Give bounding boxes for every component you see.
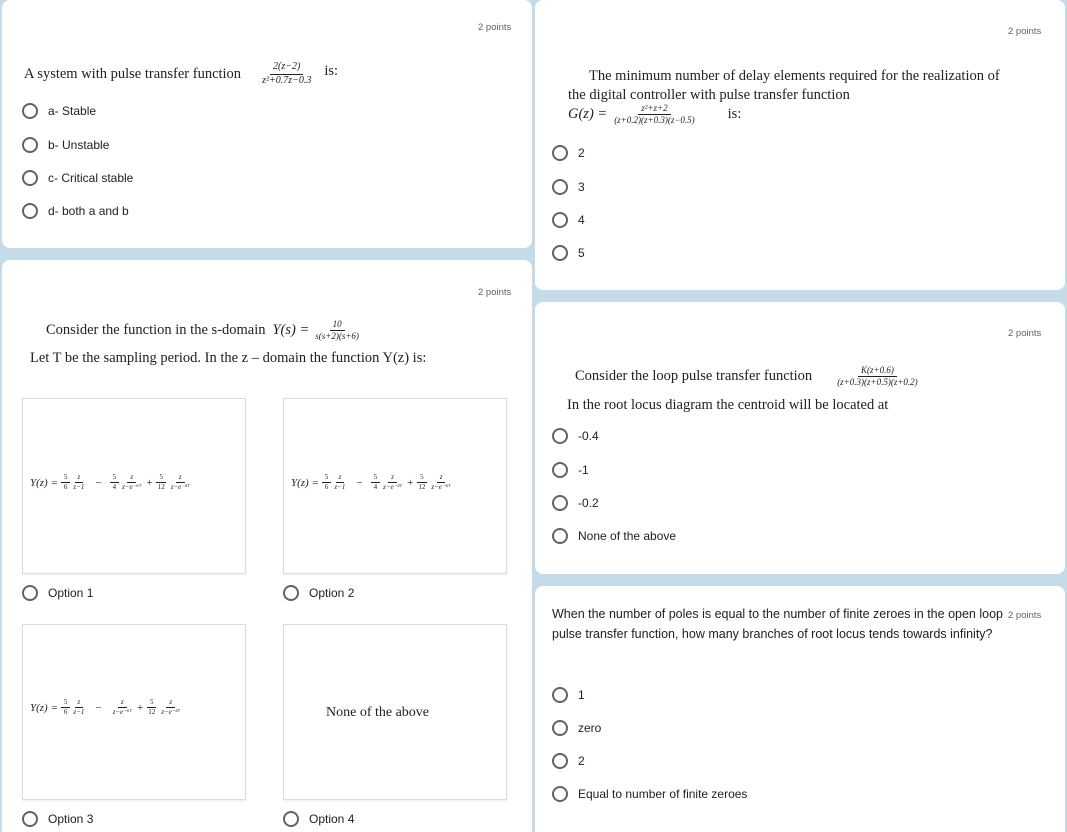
option-zero[interactable] — [552, 720, 601, 736]
option-2[interactable] — [283, 585, 354, 601]
option-label: 5 — [578, 246, 585, 260]
question-line-2: the digital controller with pulse transfer function — [568, 87, 850, 103]
question-line-2: Let T be the sampling period. In the z – domain the function Y(z) is: — [30, 350, 427, 366]
none-of-the-above-image-text: None of the above — [326, 705, 430, 720]
option-label: 2 — [578, 754, 585, 768]
radio-button[interactable] — [22, 203, 38, 219]
fraction-denominator: z²+0.7z−0.3 — [262, 74, 312, 86]
coef-1 — [322, 474, 332, 492]
radio-button[interactable] — [552, 528, 568, 544]
option-5[interactable] — [552, 245, 585, 261]
question-suffix: is: — [727, 106, 742, 123]
coef-num: 5 — [417, 474, 427, 483]
coef-den: 6 — [63, 483, 68, 492]
option-label: 3 — [578, 180, 585, 194]
radio-button[interactable] — [552, 786, 568, 802]
coef-den: 4 — [373, 483, 378, 492]
question-card-3 — [2, 260, 532, 832]
fraction-denominator: (z+0.3)(z+0.5)(z+0.2) — [837, 377, 918, 388]
term-1 — [70, 699, 87, 717]
option-image-2[interactable] — [283, 398, 507, 574]
term-num: z — [118, 699, 127, 708]
question-prefix: Consider the function in the s-domain — [46, 322, 266, 339]
question-line-1 — [575, 366, 921, 388]
option-4[interactable] — [283, 811, 354, 827]
term-3 — [428, 474, 453, 492]
equation-lhs: Y(z) = — [30, 476, 58, 489]
operator: − — [95, 476, 102, 489]
option-label: 1 — [578, 688, 585, 702]
option-label: Equal to number of finite zeroes — [578, 787, 748, 801]
term-den: z−e⁻⁶ᵀ — [122, 483, 142, 492]
term-den: z−1 — [73, 483, 85, 492]
coef-num: 5 — [110, 474, 120, 483]
radio-button[interactable] — [22, 170, 38, 186]
coef-den: 6 — [63, 708, 68, 717]
option-label: Option 3 — [48, 812, 94, 826]
fraction-numerator: 2(z−2) — [270, 62, 303, 75]
option-image-3[interactable] — [22, 624, 246, 800]
points-label: 2 points — [1008, 610, 1042, 621]
radio-button[interactable] — [22, 585, 38, 601]
option-label: 2 — [578, 146, 585, 160]
term-den: z−e⁻⁶ᵀ — [431, 483, 451, 492]
question-equation — [568, 104, 741, 126]
term-den: z−e⁻²ᵀ — [170, 483, 190, 492]
option-label: Option 1 — [48, 586, 94, 600]
option-neg-0-4[interactable] — [552, 428, 599, 444]
option-image-1[interactable] — [22, 398, 246, 574]
coef-den: 6 — [324, 483, 329, 492]
radio-button[interactable] — [22, 103, 38, 119]
option-label: 4 — [578, 213, 585, 227]
question-card-2 — [535, 0, 1065, 290]
option-neg-0-2[interactable] — [552, 495, 599, 511]
points-label: 2 points — [478, 287, 512, 298]
option-1[interactable] — [22, 585, 93, 601]
transfer-function-fraction — [611, 104, 697, 126]
equation-option-3 — [30, 699, 183, 717]
coef-num: 5 — [322, 474, 332, 483]
option-label: -1 — [578, 463, 589, 477]
question-line-2: In the root locus diagram the centroid will be located at — [567, 397, 889, 413]
question-card-5 — [535, 586, 1065, 832]
fraction-denominator: s(s+2)(s+6) — [315, 331, 359, 342]
question-line-1: The minimum number of delay elements required for the realization of — [589, 68, 1000, 84]
term-num: z — [176, 474, 185, 483]
operator: + — [136, 701, 144, 714]
radio-button[interactable] — [552, 212, 568, 228]
radio-button[interactable] — [552, 245, 568, 261]
question-text — [24, 62, 338, 86]
fraction-numerator: 10 — [330, 320, 345, 331]
option-3[interactable] — [552, 179, 585, 195]
points-label: 2 points — [478, 22, 512, 33]
equation-lhs: Y(z) = — [291, 476, 319, 489]
term-den: z−e⁻⁶ᵀ — [112, 708, 132, 717]
equation-lhs: Y(z) = — [30, 701, 58, 714]
option-neg-1[interactable] — [552, 462, 589, 478]
radio-button[interactable] — [552, 720, 568, 736]
term-1 — [70, 474, 87, 492]
question-text: When the number of poles is equal to the number of finite zeroes in the open loop pulse transfer function, how many branches of root locus tends towards infinity? — [552, 607, 1003, 641]
radio-button[interactable] — [552, 687, 568, 703]
option-label: a- Stable — [48, 104, 97, 118]
term-den: z−e⁻²ᵀ — [161, 708, 181, 717]
term-num: z — [166, 699, 175, 708]
question-prefix: A system with pulse transfer function — [24, 65, 242, 82]
radio-button[interactable] — [283, 585, 299, 601]
loop-transfer-function-fraction — [834, 366, 920, 388]
option-1[interactable] — [552, 687, 585, 703]
coef-1 — [61, 474, 71, 492]
coef-num: 5 — [61, 474, 71, 483]
radio-button[interactable] — [22, 811, 38, 827]
radio-button[interactable] — [552, 428, 568, 444]
term-1 — [331, 474, 348, 492]
equation-option-1 — [30, 474, 193, 492]
coef-3 — [155, 474, 168, 492]
fraction-numerator: z²+z+2 — [638, 104, 670, 115]
transfer-function-fraction — [259, 62, 314, 86]
coef-num: 5 — [371, 474, 381, 483]
term-num: z — [127, 474, 136, 483]
question-suffix: is: — [324, 62, 339, 79]
option-none[interactable] — [552, 528, 676, 544]
operator: − — [356, 476, 363, 489]
term-num: z — [388, 474, 397, 483]
operator: + — [407, 476, 414, 489]
coef-den: 12 — [157, 483, 165, 492]
term-2 — [119, 474, 144, 492]
equation-option-2 — [291, 474, 454, 492]
term-num: z — [75, 699, 84, 708]
option-c[interactable] — [22, 170, 133, 186]
radio-button[interactable] — [22, 137, 38, 153]
term-2 — [110, 699, 135, 717]
option-label: -0.4 — [578, 429, 599, 443]
radio-button[interactable] — [552, 145, 568, 161]
question-line-1 — [46, 320, 362, 342]
coef-den: 12 — [418, 483, 426, 492]
option-b[interactable] — [22, 137, 109, 153]
fraction-numerator: K(z+0.6) — [858, 366, 897, 377]
coef-2 — [371, 474, 381, 492]
option-label: b- Unstable — [48, 138, 110, 152]
coef-1 — [61, 699, 71, 717]
term-2 — [380, 474, 405, 492]
question-prefix: Consider the loop pulse transfer function — [575, 368, 813, 385]
option-label: None of the above — [578, 529, 677, 543]
coef-den: 12 — [148, 708, 156, 717]
option-2[interactable] — [552, 145, 585, 161]
coef-3 — [145, 699, 158, 717]
option-label: -0.2 — [578, 496, 599, 510]
term-3 — [158, 699, 183, 717]
term-den: z−1 — [73, 708, 85, 717]
option-equal-finite-zeroes[interactable] — [552, 786, 747, 802]
operator: − — [95, 701, 102, 714]
radio-button[interactable] — [552, 179, 568, 195]
radio-button[interactable] — [552, 495, 568, 511]
coef-num: 5 — [61, 699, 71, 708]
option-label: Option 2 — [309, 586, 355, 600]
option-label: Option 4 — [309, 812, 355, 826]
option-d[interactable] — [22, 203, 129, 219]
equation-lhs: G(z) = — [568, 106, 608, 123]
radio-button[interactable] — [552, 753, 568, 769]
question-card-4 — [535, 302, 1065, 574]
radio-button[interactable] — [283, 811, 299, 827]
term-den: z−1 — [334, 483, 346, 492]
coef-num: 5 — [156, 474, 166, 483]
coef-3 — [415, 474, 428, 492]
option-a[interactable] — [22, 103, 96, 119]
coef-2 — [110, 474, 120, 492]
coef-num: 5 — [147, 699, 157, 708]
points-label: 2 points — [1008, 328, 1042, 339]
s-domain-fraction — [312, 320, 362, 342]
option-4[interactable] — [552, 212, 585, 228]
operator: + — [146, 476, 153, 489]
fraction-denominator: (z+0.2)(z+0.3)(z−0.5) — [614, 115, 695, 126]
coef-den: 4 — [112, 483, 117, 492]
option-2[interactable] — [552, 753, 585, 769]
equation-lhs: Y(s) = — [272, 322, 310, 339]
term-3 — [168, 474, 193, 492]
question-card-1 — [2, 0, 532, 248]
term-den: z−e⁻²ᵀ — [383, 483, 403, 492]
points-label: 2 points — [1008, 26, 1042, 37]
option-label: zero — [578, 721, 602, 735]
option-image-4[interactable] — [283, 624, 507, 800]
term-num: z — [336, 474, 345, 483]
option-label: c- Critical stable — [48, 171, 134, 185]
radio-button[interactable] — [552, 462, 568, 478]
option-3[interactable] — [22, 811, 93, 827]
term-num: z — [75, 474, 84, 483]
option-label: d- both a and b — [48, 204, 129, 218]
term-num: z — [437, 474, 446, 483]
